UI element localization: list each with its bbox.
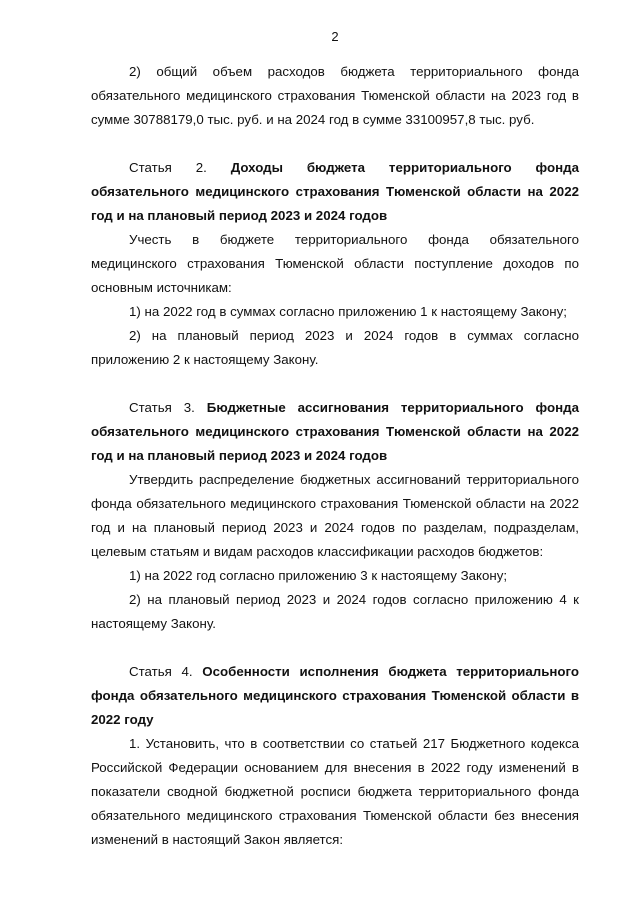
document-page (91, 28, 579, 852)
article-title: Особенности исполнения бюджета территориального фонда обязательного медицинского страхования Тюменской области в 2022 году (91, 664, 580, 727)
article-3 (91, 396, 579, 636)
article-label: Статья 4. (129, 664, 193, 679)
article-label: Статья 3. (129, 400, 195, 415)
article-paragraph: 1. Установить, что в соответствии со статьей 217 Бюджетного кодекса Российской Федерации основанием для внесения в 2022 году изменений в показатели сводной бюджетной росписи бюджета территориального фонда обязательного медицинского страхования Тюменской области без внесения изменений в настоящий Закон является: (91, 736, 579, 847)
intro-paragraph: 2) общий объем расходов бюджета территориального фонда обязательного медицинского страхования Тюменской области на 2023 год в сумме 30788179,0 тыс. руб. и на 2024 год в сумме 33100957,8 тыс. руб. (91, 64, 579, 127)
article-paragraph: 2) на плановый период 2023 и 2024 годов в суммах согласно приложению 2 к настоящему Закону. (91, 328, 579, 367)
article-paragraph: 2) на плановый период 2023 и 2024 годов согласно приложению 4 к настоящему Закону. (91, 592, 579, 631)
article-heading (91, 396, 579, 468)
article-paragraph: 1) на 2022 год согласно приложению 3 к настоящему Закону; (129, 568, 508, 583)
article-title: Бюджетные ассигнования территориального фонда обязательного медицинского страхования Тюменской области на 2022 год и на плановый период 2023 и 2024 годов (91, 400, 579, 463)
article-paragraph: Утвердить распределение бюджетных ассигнований территориального фонда обязательного медицинского страхования Тюменской области на 2022 год и на плановый период 2023 и 2024 годов по разделам, подразделам, целевым статьям и видам расходов классификации расходов бюджетов: (91, 472, 579, 559)
article-heading (91, 156, 579, 228)
article-2 (91, 156, 579, 372)
article-paragraph: 1) на 2022 год в суммах согласно приложению 1 к настоящему Закону; (129, 304, 567, 319)
intro-section (91, 60, 579, 132)
page-number: 2 (331, 29, 339, 44)
article-heading (91, 660, 579, 732)
article-4 (91, 660, 579, 852)
article-title: Доходы бюджета территориального фонда обязательного медицинского страхования Тюменской области на 2022 год и на плановый период 2023 и 2024 годов (91, 160, 580, 223)
article-paragraph: Учесть в бюджете территориального фонда обязательного медицинского страхования Тюменской области поступление доходов по основным источникам: (91, 232, 579, 295)
article-label: Статья 2. (129, 160, 207, 175)
